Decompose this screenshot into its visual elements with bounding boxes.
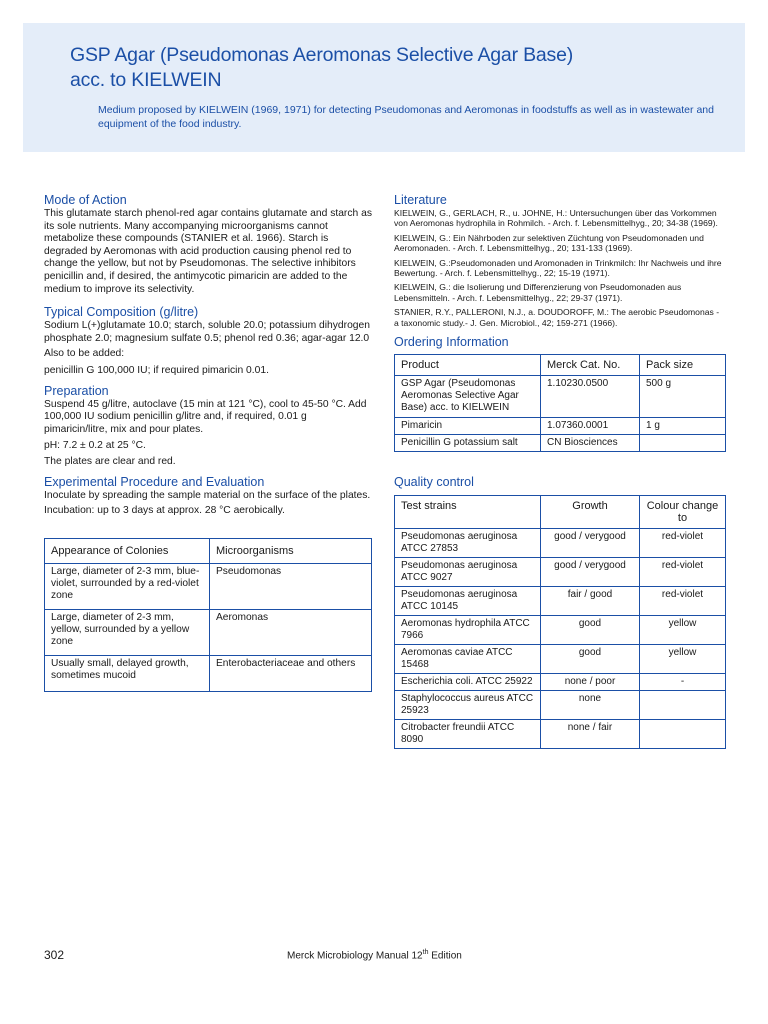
literature-ref: KIELWEIN, G.: die Isolierung und Differenzierung von Pseudomonaden aus Lebensmitteln. - Arch. f. Lebensmittelhyg., 22; 29-37 (1971). [394, 282, 682, 303]
table-cell: Staphylococcus aureus ATCC 25923 [395, 691, 541, 720]
title-line-1: GSP Agar (Pseudomonas Aeromonas Selective Agar Base) [70, 44, 574, 66]
table-cell: red-violet [640, 558, 726, 587]
ordering-table [394, 354, 726, 452]
table-row [395, 720, 726, 749]
table-cell: Pimaricin [395, 418, 541, 435]
mode-of-action-text: This glutamate starch phenol-red agar contains glutamate and starch as its sole nutrients. Many accompanying microorganisms cannot metabolize these compounds (STANIER et al. 1966). Starch is degraded by Aeromonas with acid production causing phenol red to change the yellow, but not by Pseudomonas. The selective inhibitors penicillin and, if desired, the antimycotic pimaricin are added to the medium to improve its selectivity. [44, 208, 372, 295]
table-cell: good [541, 616, 640, 645]
table-header-row [45, 538, 372, 563]
procedure-incubation: Incubation: up to 3 days at approx. 28 °C aerobically. [44, 505, 285, 517]
footer-manual-prefix: Merck Microbiology Manual 12 [287, 950, 423, 962]
table-cell: Citrobacter freundii ATCC 8090 [395, 720, 541, 749]
table-row [395, 674, 726, 691]
page-number: 302 [44, 948, 65, 962]
mode-of-action-heading: Mode of Action [44, 193, 127, 207]
literature-ref: KIELWEIN, G., GERLACH, R., u. JOHNE, H.: Untersuchungen über das Vorkommen von Aeromonas hydrophila in Rohmilch. - Arch. f. Lebensmittelhyg., 20; 34-38 (1969). [394, 208, 718, 229]
table-cell: Escherichia coli. ATCC 25922 [395, 674, 541, 691]
table-cell: yellow [640, 616, 726, 645]
table-header-row [395, 355, 726, 376]
table-header-cell: Growth [541, 496, 640, 529]
table-cell [640, 720, 726, 749]
table-cell: Pseudomonas [210, 563, 372, 609]
table-cell: Penicillin G potassium salt [395, 435, 541, 452]
right-column [394, 192, 726, 749]
table-row [395, 376, 726, 418]
table-cell: good / verygood [541, 558, 640, 587]
table-header-cell: Appearance of Colonies [45, 538, 210, 563]
table-cell: Aeromonas hydrophila ATCC 7966 [395, 616, 541, 645]
table-cell: Large, diameter of 2-3 mm, yellow, surrounded by a yellow zone [45, 609, 210, 655]
table-row [395, 558, 726, 587]
table-cell: good / verygood [541, 529, 640, 558]
header-band [23, 23, 745, 152]
table-cell: Aeromonas caviae ATCC 15468 [395, 645, 541, 674]
composition-heading: Typical Composition (g/litre) [44, 305, 199, 320]
table-row [395, 587, 726, 616]
table-row [45, 609, 372, 655]
table-cell: Aeromonas [210, 609, 372, 655]
table-row [395, 645, 726, 674]
preparation-ph: pH: 7.2 ± 0.2 at 25 °C. [44, 440, 146, 452]
table-header-cell: Product [395, 355, 541, 376]
table-cell: Enterobacteriaceae and others [210, 655, 372, 691]
table-cell: 1.07360.0001 [541, 418, 640, 435]
left-column [44, 192, 372, 692]
preparation-plates: The plates are clear and red. [44, 455, 176, 467]
table-cell: Usually small, delayed growth, sometimes mucoid [45, 655, 210, 691]
table-row [45, 563, 372, 609]
table-cell [640, 691, 726, 720]
composition-also-label: Also to be added: [44, 348, 125, 360]
literature-ref: KIELWEIN, G.:Pseudomonaden und Aromonaden in Trinkmilch: Ihr Nachweis und ihre Bewertung. - Arch. f. Lebensmittelhyg., 22; 15-19 (1971). [394, 257, 722, 279]
table-cell: GSP Agar (Pseudomonas Aeromonas Selective Agar Base) acc. to KIELWEIN [395, 376, 541, 418]
page-title [70, 43, 720, 93]
table-row [395, 691, 726, 720]
table-cell: red-violet [640, 587, 726, 616]
table-cell: - [640, 674, 726, 691]
literature-ref: KIELWEIN, G.: Ein Nährboden zur selektiven Züchtung von Pseudomonaden und Aeromonaden. - Arch. f. Lebensmittelhyg., 20; 131-133 (1969). [394, 232, 704, 254]
composition-also-text: penicillin G 100,000 IU; if required pimaricin 0.01. [44, 364, 269, 376]
page-subtitle: Medium proposed by KIELWEIN (1969, 1971) for detecting Pseudomonas and Aeromonas in foodstuffs as well as in wastewater and equipment of the food industry. [98, 104, 714, 130]
table-cell: good [541, 645, 640, 674]
table-header-row [395, 496, 726, 529]
table-cell: none / fair [541, 720, 640, 749]
table-cell: yellow [640, 645, 726, 674]
table-cell: none / poor [541, 674, 640, 691]
footer-manual-title [287, 949, 462, 961]
footer-manual-suffix: Edition [428, 950, 462, 962]
table-cell: 1 g [640, 418, 726, 435]
table-cell [640, 435, 726, 452]
table-header-cell: Microorganisms [210, 538, 372, 563]
preparation-heading: Preparation [44, 383, 109, 398]
footer-manual-sup: th [422, 949, 429, 956]
title-line-2: acc. to KIELWEIN [70, 69, 222, 91]
table-cell: fair / good [541, 587, 640, 616]
table-row [45, 655, 372, 691]
quality-table [394, 495, 726, 749]
table-header-cell: Merck Cat. No. [541, 355, 640, 376]
literature-ref: STANIER, R.Y., PALLERONI, N.J., a. DOUDOROFF, M.: The aerobic Pseudomonas - a taxonomic study.- J. Gen. Microbiol., 42; 159-271 (1966). [394, 307, 720, 328]
table-cell: 1.10230.0500 [541, 376, 640, 418]
table-row [395, 435, 726, 452]
preparation-text: Suspend 45 g/litre, autoclave (15 min at 121 °C), cool to 45-50 °C. Add 100,000 IU sodium penicillin g/litre and, if required, 0.01 g pimaricin/litre, mix and pour plates. [44, 398, 367, 435]
ordering-heading: Ordering Information [394, 335, 509, 350]
procedure-heading: Experimental Procedure and Evaluation [44, 474, 265, 489]
colonies-table [44, 538, 372, 692]
table-header-cell: Test strains [395, 496, 541, 529]
table-cell: none [541, 691, 640, 720]
composition-text: Sodium L(+)glutamate 10.0; starch, soluble 20.0; potassium dihydrogen phosphate 2.0; magnesium sulfate 0.5; phenol red 0.36; agar-agar 12.0 [44, 320, 370, 344]
table-cell: red-violet [640, 529, 726, 558]
table-cell: Pseudomonas aeruginosa ATCC 10145 [395, 587, 541, 616]
table-header-cell: Colour change to [640, 496, 726, 529]
table-row [395, 616, 726, 645]
table-cell: 500 g [640, 376, 726, 418]
table-header-cell: Pack size [640, 355, 726, 376]
table-cell: Large, diameter of 2-3 mm, blue-violet, surrounded by a red-violet zone [45, 563, 210, 609]
table-row [395, 418, 726, 435]
quality-heading: Quality control [394, 475, 474, 490]
table-cell: Pseudomonas aeruginosa ATCC 9027 [395, 558, 541, 587]
procedure-text: Inoculate by spreading the sample material on the surface of the plates. [44, 489, 371, 501]
table-cell: Pseudomonas aeruginosa ATCC 27853 [395, 529, 541, 558]
literature-heading: Literature [394, 193, 447, 207]
table-cell: CN Biosciences [541, 435, 640, 452]
table-row [395, 529, 726, 558]
